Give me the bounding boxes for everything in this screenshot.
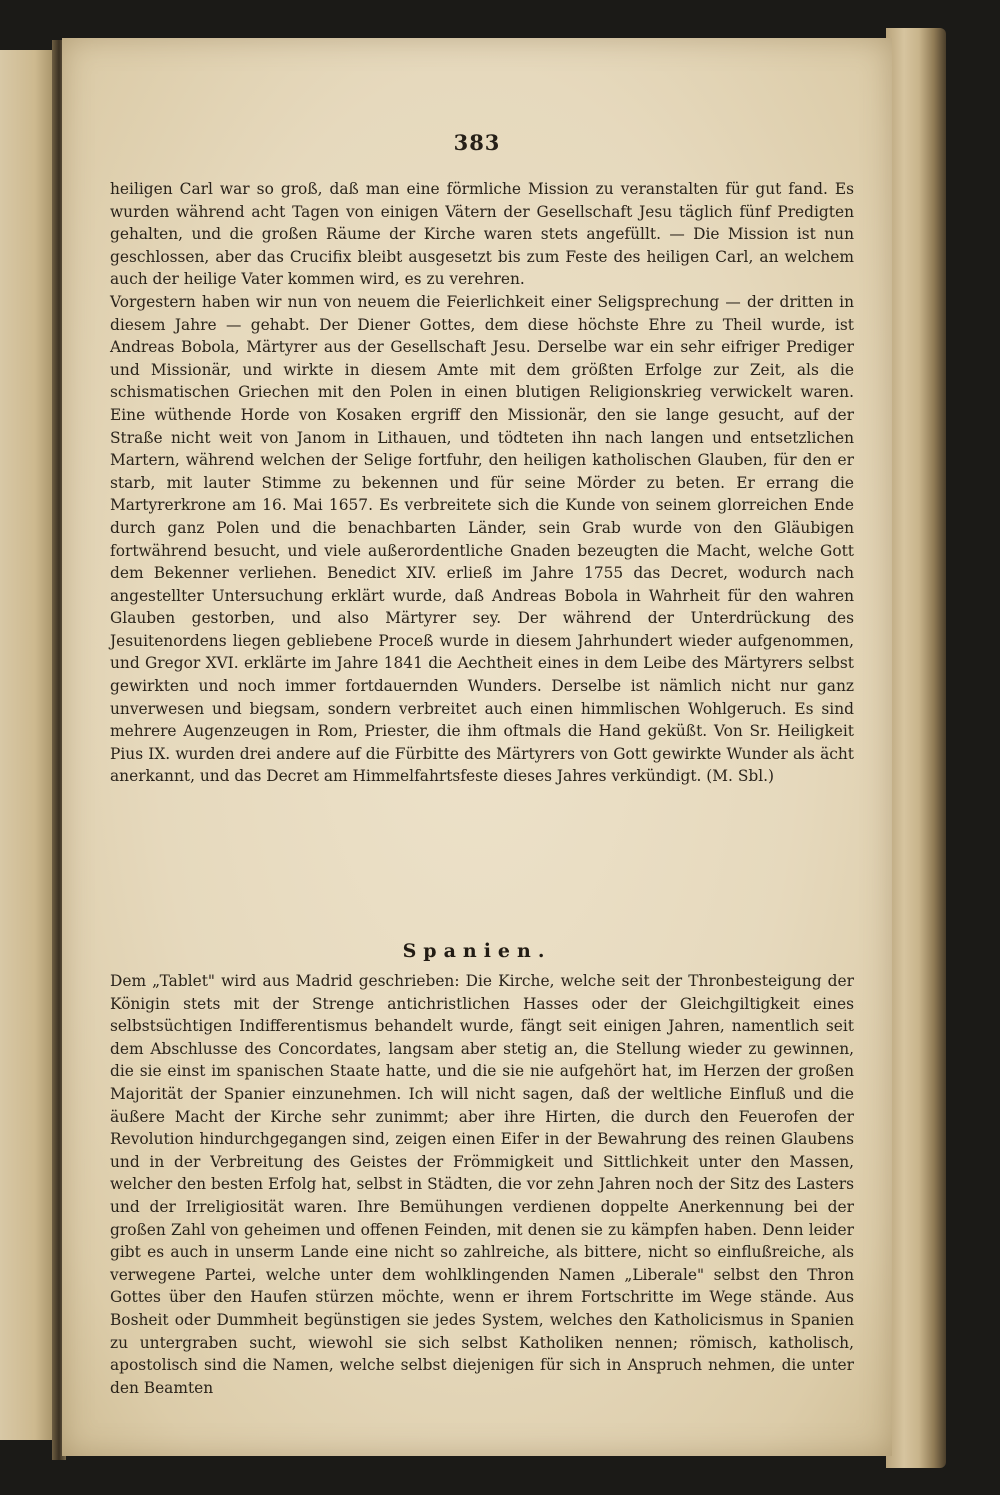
page-number: 383 [453, 130, 501, 155]
article-body [110, 178, 854, 788]
right-page-edges [886, 28, 946, 1468]
page [62, 38, 892, 1456]
section-heading: Spanien. [402, 940, 552, 962]
paragraph: Vorgestern haben wir nun von neuem die Feierlichkeit einer Seligsprechung — der dritten in diesem Jahre — gehabt. Der Diener Gottes, dem diese höchste Ehre zu Theil wurde, ist Andreas Bobola, Märtyrer aus der Gesellschaft Jesu. Derselbe war ein sehr eifriger Prediger und Missionär, und wirkte in diesem Amte mit dem größten Erfolge zur Zeit, als die schismatischen Griechen mit den Polen in einen blutigen Religionskrieg verwickelt waren. Eine wüthende Horde von Kosaken ergriff den Missionär, den sie lange gesucht, auf der Straße nicht weit von Janom in Lithauen, und tödteten ihn nach langen und entsetzlichen Martern, während welchen der Selige fortfuhr, den heiligen katholischen Glauben, für den er starb, mit lauter Stimme zu bekennen und für seine Mörder zu beten. Er errang die Martyrerkrone am 16. Mai 1657. Es verbreitete sich die Kunde von seinem glorreichen Ende durch ganz Polen und die benachbarten Länder, sein Grab wurde von den Gläubigen fortwährend besucht, und viele außerordentliche Gnaden bezeugten die Macht, welche Gott dem Bekenner verliehen. Benedict XIV. erließ im Jahre 1755 das Decret, wodurch nach angestellter Untersuchung erklärt wurde, daß Andreas Bobola in Wahrheit für den wahren Glauben gestorben, und also Märtyrer sey. Der während der Unterdrückung des Jesuitenordens liegen gebliebene Proceß wurde in diesem Jahrhundert wieder aufgenommen, und Gregor XVI. erklärte im Jahre 1841 die Aechtheit eines in dem Leibe des Märtyrers selbst gewirkten und noch immer fortdauernden Wunders. Derselbe ist nämlich nicht nur ganz unverwesen und biegsam, sondern verbreitet auch einen himmlischen Wohlgeruch. Es sind mehrere Augenzeugen in Rom, Priester, die ihm oftmals die Hand geküßt. Von Sr. Heiligkeit Pius IX. wurden drei andere auf die Fürbitte des Märtyrers von Gott gewirkte Wunder als ächt anerkannt, und das Decret am Himmelfahrtsfeste dieses Jahres verkündigt. (M. Sbl.) [110, 292, 854, 786]
section-body [110, 970, 854, 1399]
left-page-edge [0, 50, 58, 1440]
paragraph: Dem „Tablet" wird aus Madrid geschrieben: Die Kirche, welche seit der Thronbesteigung der Königin stets mit der Strenge antichristlichen Hasses oder der Gleichgiltigkeit eines selbstsüchtigen Indifferentismus behandelt wurde, fängt seit einigen Jahren, namentlich seit dem Abschlusse des Concordates, langsam aber stetig an, die Stellung wieder zu gewinnen, die sie einst im spanischen Staate hatte, und die sie nie aufgehört hat, im Herzen der großen Majorität der Spanier einzunehmen. Ich will nicht sagen, daß der weltliche Einfluß und die äußere Macht der Kirche sehr zunimmt; aber ihre Hirten, die durch den Feuerofen der Revolution hindurchgegangen sind, zeigen einen Eifer in der Bewahrung des reinen Glaubens und in der Verbreitung des Geistes der Frömmigkeit und Sittlichkeit unter den Massen, welcher den besten Erfolg hat, selbst in Städten, die vor zehn Jahren noch der Sitz des Lasters und der Irreligiosität waren. Ihre Bemühungen verdienen doppelte Anerkennung bei der großen Zahl von geheimen und offenen Feinden, mit denen sie zu kämpfen haben. Denn leider gibt es auch in unserm Lande eine nicht so zahlreiche, als bittere, nicht so einflußreiche, als verwegene Partei, welche unter dem wohlklingenden Namen „Liberale" selbst den Thron Gottes über den Haufen stürzen möchte, wenn er ihrem Fortschritte im Wege stände. Aus Bosheit oder Dummheit begünstigen sie jedes System, welches den Katholicismus in Spanien zu untergraben sucht, wiewohl sie sich selbst Katholiken nennen; römisch, katholisch, apostolisch sind die Namen, welche selbst diejenigen für sich in Anspruch nehmen, die unter den Beamten [110, 972, 854, 1397]
paragraph: heiligen Carl war so groß, daß man eine förmliche Mission zu veranstalten für gut fand. Es wurden während acht Tagen von einigen Vätern der Gesellschaft Jesu täglich fünf Predigten gehalten, und die großen Räume der Kirche waren stets angefüllt. — Die Mission ist nun geschlossen, aber das Crucifix bleibt ausgesetzt bis zum Feste des heiligen Carl, an welchem auch der heilige Vater kommen wird, es zu verehren. [110, 180, 854, 289]
